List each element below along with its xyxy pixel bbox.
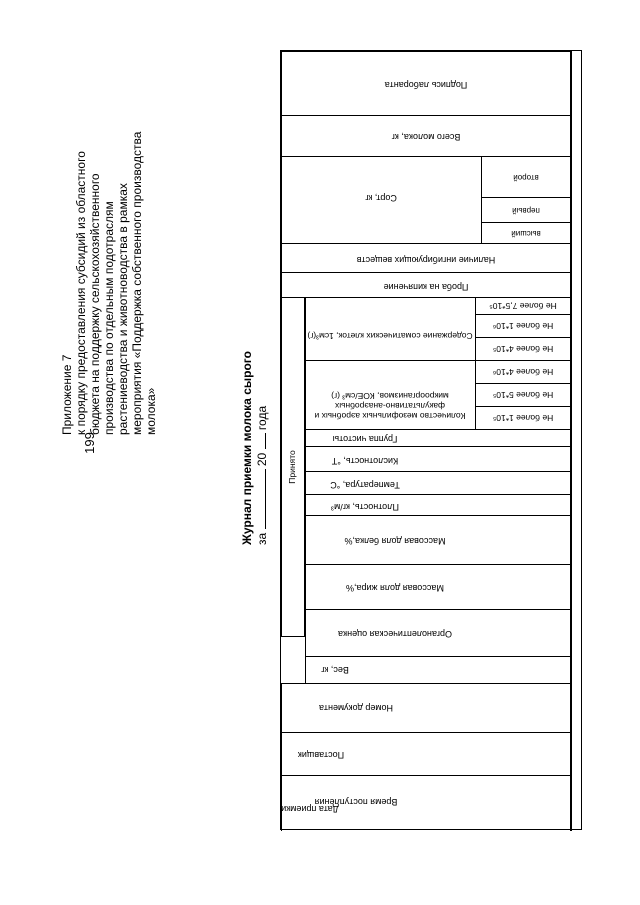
period-suffix: года — [255, 405, 269, 431]
hdr-organoleptic: Органолептическая оценка — [337, 629, 453, 639]
hdr-total-milk: Всего молока, кг — [391, 132, 461, 142]
hdr-document-number: Номер документа — [318, 703, 394, 713]
hdr-arrival-time: Время поступления — [314, 797, 398, 807]
hdr-somatic: Содержание соматических клеток, 1см³(г) — [307, 331, 473, 341]
hdr-accepted-group: Принято — [287, 450, 297, 484]
hdr-grade: Сорт, кг — [365, 193, 397, 203]
somatic-sub-75: Не более 7,5*10⁵ — [489, 301, 557, 311]
appendix-block — [60, 115, 180, 435]
somatic-sub-1e6: Не более 1*10⁶ — [492, 321, 554, 331]
period-year-blank — [265, 433, 266, 449]
hdr-receipt-date: Дата приемки — [281, 804, 339, 814]
hdr-weight: Вес, кг — [321, 665, 349, 675]
journal-period — [255, 325, 270, 545]
appendix-line-4: растениеводства и животноводства в рамках — [116, 183, 130, 435]
journal-title-block — [240, 325, 280, 545]
data-strip-divider — [571, 51, 572, 831]
period-year-prefix: 20 — [255, 452, 269, 467]
hdr-protein: Массовая доля белка,% — [344, 536, 446, 546]
appendix-line-2: бюджета на поддержку сельскохозяйственного — [88, 173, 102, 435]
journal-title: Журнал приемки молока сырого — [240, 351, 254, 545]
grade-sub-second: второй — [513, 173, 539, 182]
appendix-line-5: мероприятия «Поддержка собственного производства — [130, 131, 144, 435]
bacteria-sub-1e5: Не более 1*10⁵ — [492, 413, 554, 423]
page-number: 199 — [82, 432, 97, 454]
appendix-line-3: производства по отдельным подотраслям — [102, 201, 116, 435]
hdr-fat: Массовая доля жира,% — [346, 583, 445, 593]
somatic-sub-4e5: Не более 4*10⁵ — [492, 344, 554, 354]
hdr-inhibitors: Наличие ингибирующих веществ — [356, 255, 496, 265]
hdr-acidity: Кислотность, °Т — [331, 456, 399, 466]
grade-sub-top: высший — [511, 229, 541, 238]
hdr-bacteria: Количество мезофильных аэробных и факультативно-анаэробных микроорганизмов, КОЕ/см³ (г) — [314, 391, 466, 421]
journal-table — [280, 50, 582, 830]
appendix-line-6: молока» — [144, 387, 158, 435]
bacteria-sub-5e5: Не более 5*10⁵ — [492, 390, 554, 400]
hdr-purity: Группа чистоты — [332, 434, 398, 444]
hdr-supplier: Поставщик — [297, 750, 345, 760]
period-prefix: за — [255, 532, 269, 545]
hdr-signature: Подпись лаборанта — [384, 80, 468, 90]
bacteria-sub-4e6: Не более 4*10⁶ — [492, 367, 554, 377]
col-receipt-date — [280, 829, 582, 830]
appendix-title: Приложение 7 — [60, 354, 74, 435]
grade-sub-first: первый — [512, 206, 540, 215]
hdr-temperature: Температура, °С — [330, 480, 400, 490]
appendix-line-1: к порядку предоставления субсидий из областного — [74, 151, 88, 435]
hdr-boiling: Проба на кипячение — [383, 282, 469, 292]
period-blank — [265, 469, 266, 529]
hdr-density: Плотность, кг/м³ — [331, 502, 399, 512]
